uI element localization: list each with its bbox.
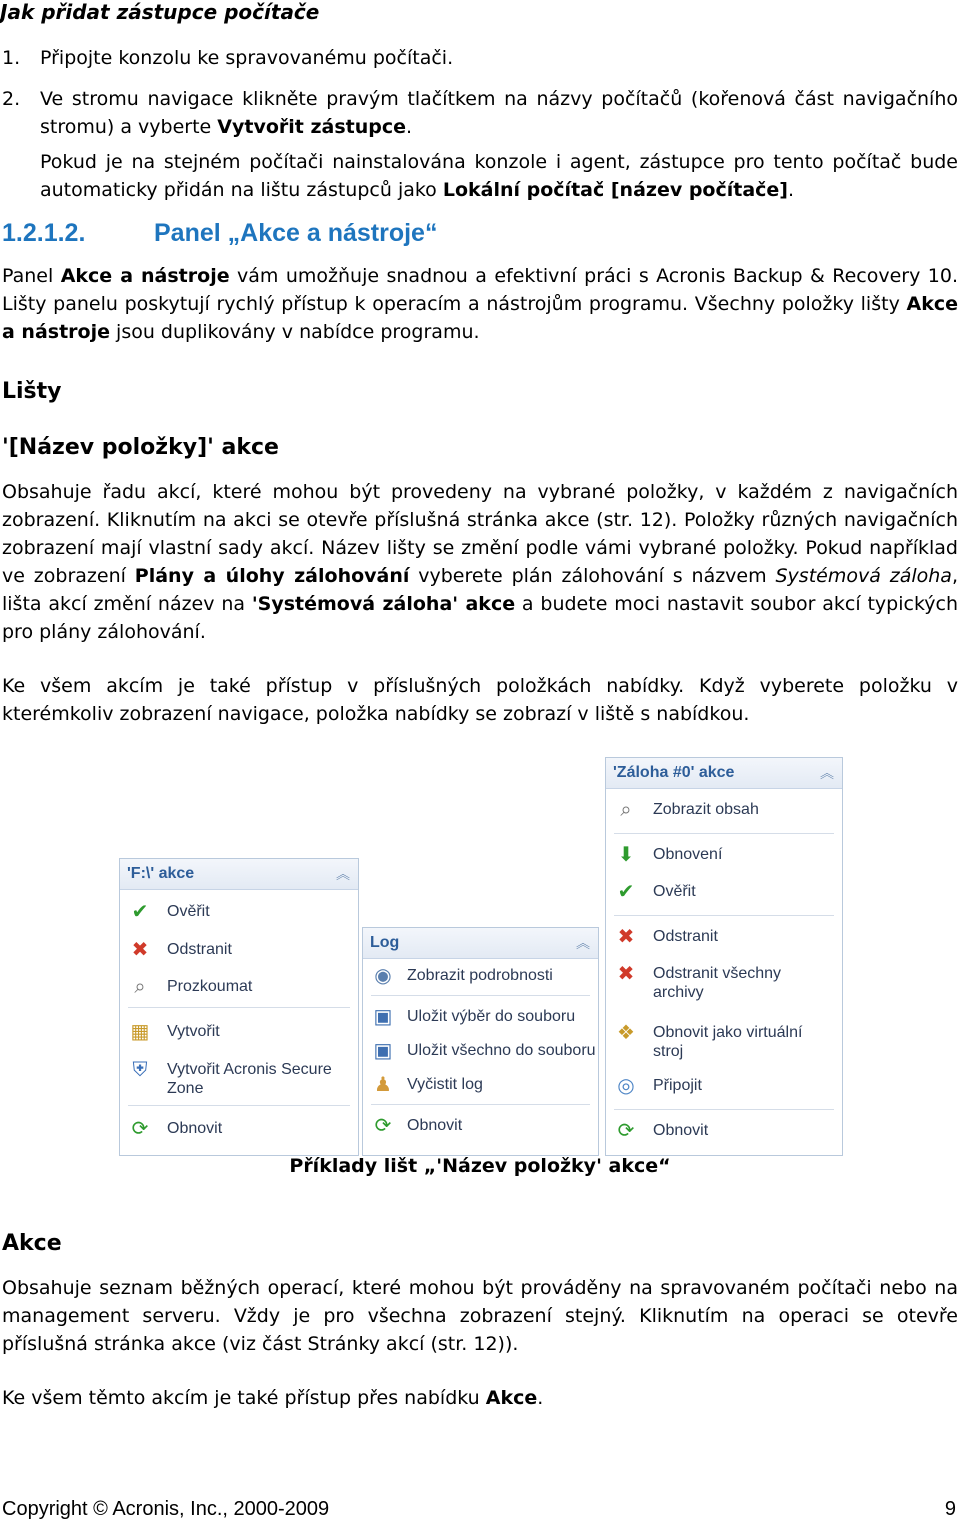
mount-icon: ◎ (617, 1075, 635, 1097)
delete-icon: ✖ (617, 926, 635, 948)
akce-heading: Akce (2, 1231, 62, 1256)
divider (614, 915, 834, 916)
divider (128, 1105, 350, 1106)
note-paragraph: Pokud je na stejném počítači nainstalována konzole i agent, zástupce pro tento počítač bude automaticky přidán na lištu zástupců jako Lokální počítač [název počítače]. (40, 151, 958, 201)
section-heading (2, 219, 437, 248)
divider (371, 995, 590, 996)
action-refresh[interactable]: ⟳ Obnovit (120, 1117, 358, 1141)
panel-title: 'F:\' akce (127, 865, 195, 882)
action-save-selected[interactable]: ▣ Uložit výběr do souboru (363, 1005, 598, 1029)
step-text: Připojte konzolu ke spravovanému počítači. (40, 47, 454, 69)
item-actions-heading: '[Název položky]' akce (2, 435, 279, 460)
action-recover-as-vm[interactable]: ❖ Obnovit jako virtuální stroj (606, 1021, 842, 1061)
page-number: 9 (944, 1498, 956, 1520)
panel-header[interactable] (120, 859, 358, 890)
collapse-chevron-icon[interactable]: ︽ (336, 866, 350, 882)
panel-header[interactable] (606, 758, 842, 789)
action-refresh[interactable]: ⟳ Obnovit (363, 1114, 598, 1138)
section-heading-text: Panel „Akce a nástroje“ (154, 219, 438, 247)
collapse-chevron-icon[interactable]: ︽ (576, 935, 590, 951)
save-icon: ▣ (373, 1006, 393, 1028)
section-title: Jak přidat zástupce počítače (0, 0, 320, 24)
panel-header[interactable] (363, 928, 598, 959)
akce-menu-name: Akce (485, 1387, 538, 1409)
delete-icon: ✖ (131, 939, 149, 961)
save-all-icon: ▣ (373, 1040, 393, 1062)
divider (128, 1007, 350, 1008)
action-recover[interactable]: ⬇ Obnovení (606, 843, 842, 867)
intro-paragraph: Panel Akce a nástroje vám umožňuje snadnou a efektivní práci s Acronis Backup & Recovery 10. Lišty panelu poskytují rychlý přístup k operacím a nástrojům programu. Všechny položky lišty Akce a nástroje jsou duplikovány v nabídce programu. (2, 265, 958, 343)
akce-paragraph-2: Ke všem těmto akcím je také přístup přes nabídku Akce. (2, 1387, 544, 1409)
divider (614, 833, 834, 834)
eye-icon: ◉ (374, 965, 392, 987)
action-verify[interactable]: ✔ Ověřit (120, 900, 358, 924)
action-view-details[interactable]: ◉ Zobrazit podrobnosti (363, 964, 598, 988)
menu-command: Vytvořit zástupce (217, 116, 407, 138)
action-view-content[interactable]: ⌕ Zobrazit obsah (606, 798, 842, 822)
step-number: 2. (2, 88, 21, 110)
check-icon: ✔ (131, 901, 149, 923)
action-delete[interactable]: ✖ Odstranit (606, 925, 842, 949)
recover-arrow-icon: ⬇ (617, 844, 635, 866)
virtual-machine-icon: ❖ (617, 1022, 635, 1044)
step-2 (0, 85, 958, 141)
panel-title: 'Záloha #0' akce (613, 764, 735, 781)
refresh-icon: ⟳ (131, 1118, 149, 1140)
local-computer-label: Lokální počítač [název počítače] (442, 179, 788, 201)
action-explore[interactable]: ⌕ Prozkoumat (120, 975, 358, 999)
listy-heading: Lišty (2, 379, 62, 404)
item-actions-paragraph-2: Ke všem akcím je také přístup v příslušných položkách nabídky. Když vyberete položku v kterémkoliv zobrazení navigace, položka nabídky se zobrazí v liště s nabídkou. (2, 675, 958, 725)
item-actions-paragraph: Obsahuje řadu akcí, které mohou být provedeny na vybrané položky, v každém z navigačních zobrazení. Kliknutím na akci se otevře příslušná stránka akce (str. 12). Položky různých navigačních zobrazení mají vlastní sady akcí. Název lišty se změní podle vámi vybrané položky. Pokud například ve zobrazení Plány a úlohy zálohování vyberete plán zálohování s názvem Systémová záloha, lišta akcí změní název na 'Systémová záloha' akce a budete moci nastavit soubor akcí typických pro plány zálohování. (2, 481, 959, 643)
action-create-secure-zone[interactable]: ⛨ Vytvořit Acronis Secure Zone (120, 1058, 358, 1098)
create-archive-icon: ▦ (130, 1021, 150, 1043)
divider (614, 1109, 834, 1110)
step-text: Ve stromu navigace klikněte pravým tlačítkem na názvy počítačů (kořenová část navigačního stromu) a vyberte Vytvořit zástupce. (40, 88, 958, 138)
action-refresh[interactable]: ⟳ Obnovit (606, 1119, 842, 1143)
secure-zone-icon: ⛨ (132, 1059, 148, 1081)
magnifier-icon: ⌕ (134, 976, 146, 998)
refresh-icon: ⟳ (374, 1115, 392, 1137)
akce-paragraph: Obsahuje seznam běžných operací, které mohou být prováděny na spravovaném počítači nebo na management serveru. Vždy je pro všechna zobrazení stejný. Kliknutím na operaci se otevře příslušná stránka akce (viz část Stránky akcí (str. 12)). (2, 1277, 958, 1355)
action-save-all[interactable]: ▣ Uložit všechno do souboru (363, 1039, 598, 1063)
panel-title: Log (370, 934, 400, 951)
figure-caption: Příklady lišt „'Název položky' akce“ (289, 1155, 671, 1177)
broom-icon: ♟ (374, 1074, 392, 1096)
check-icon: ✔ (617, 881, 635, 903)
action-verify[interactable]: ✔ Ověřit (606, 880, 842, 904)
view-content-icon: ⌕ (620, 799, 632, 821)
panel-log-actions (362, 927, 599, 1156)
action-clear-log[interactable]: ♟ Vyčistit log (363, 1073, 598, 1097)
action-mount[interactable]: ◎ Připojit (606, 1074, 842, 1098)
panel-backup-actions (605, 757, 843, 1156)
panel-f-actions (119, 858, 359, 1156)
action-delete-all[interactable]: ✖ Odstranit všechny archivy (606, 962, 842, 1002)
refresh-icon: ⟳ (617, 1120, 635, 1142)
step-number: 1. (2, 47, 21, 69)
divider (371, 1104, 590, 1105)
action-create[interactable]: ▦ Vytvořit (120, 1020, 358, 1044)
action-delete[interactable]: ✖ Odstranit (120, 938, 358, 962)
step-1 (0, 44, 958, 72)
section-number: 1.2.1.2. (2, 219, 86, 247)
footer-copyright: Copyright © Acronis, Inc., 2000-2009 (2, 1498, 330, 1520)
collapse-chevron-icon[interactable]: ︽ (820, 765, 834, 781)
delete-all-icon: ✖ (617, 963, 635, 985)
